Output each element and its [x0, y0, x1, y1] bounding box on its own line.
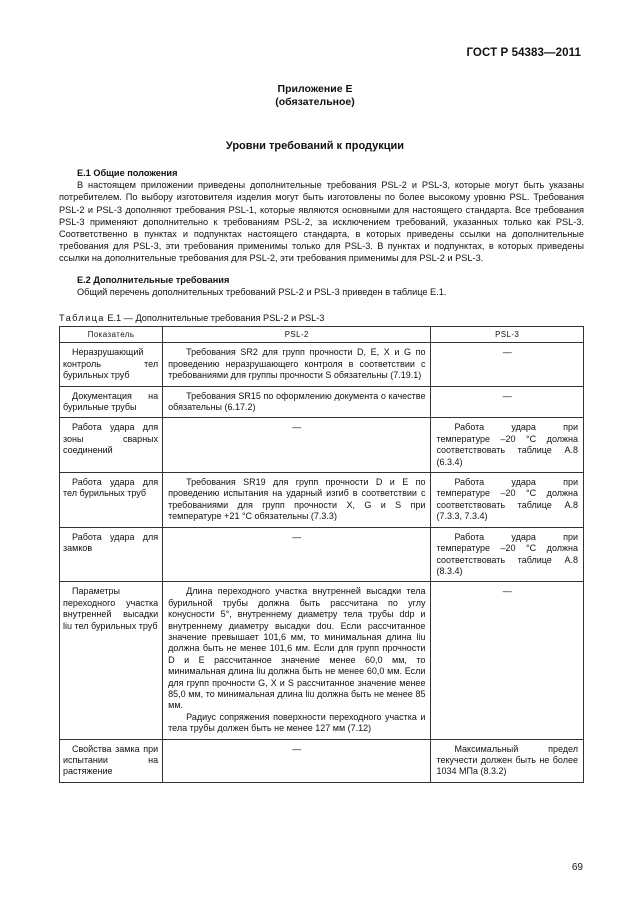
indicator-text: Неразрушающий контроль тел бурильных труб	[63, 347, 159, 381]
indicator-text: Документация на бурильные трубы	[63, 390, 159, 413]
appendix-title: Приложение Е	[277, 83, 353, 95]
table-row	[60, 343, 584, 386]
table-caption	[59, 313, 324, 323]
e2-heading: Е.2 Дополнительные требования	[77, 275, 230, 285]
table-row	[60, 473, 584, 528]
table-row	[60, 527, 584, 582]
cell-psl3	[431, 473, 584, 528]
cell-psl3	[431, 418, 584, 473]
psl2-text: Длина переходного участка внутренней высадки тела бурильной трубы должна быть рассчитана по углу конусности 5°, внутреннему диаметру тела трубы ddp и внутреннему диаметру высадки dou. Если рассчитанное значение превышает 101,6 мм, то минимальная длина liu должна быть не менее 101,6 мм. Если для групп прочности D и E рассчитанное значение менее 60,0 мм, то минимальная длина liu должна быть не менее 60,0 мм. Если для групп прочности G, X и S рассчитанное значение менее 85,0 мм, то минимальная длина liu должна быть не менее 85 мм.	[168, 586, 426, 711]
cell-psl2: —	[163, 418, 431, 473]
cell-psl3: —	[431, 386, 584, 418]
table-row	[60, 418, 584, 473]
psl2-text: Требования SR19 для групп прочности D и E по проведению испытания на ударный изгиб в соответствии с требованиями для групп прочности X, G и S при температуре +21 °С обязательны (7.3.3)	[168, 477, 426, 522]
cell-psl3: —	[431, 343, 584, 386]
section-title: Уровни требований к продукции	[225, 140, 405, 152]
psl3-text: Работа удара при температуре –20 °С должна соответствовать таблице А.8 (7.3.3, 7.3.4)	[436, 477, 578, 522]
section-e1	[59, 167, 584, 265]
cell-psl2: —	[163, 739, 431, 782]
table-header-row	[60, 327, 584, 343]
indicator-text: Работа удара для зоны сварных соединений	[63, 422, 159, 456]
table-caption-label: Таблица	[59, 313, 105, 323]
table-row	[60, 386, 584, 418]
cell-psl2	[163, 343, 431, 386]
cell-indicator	[60, 527, 163, 582]
cell-indicator	[60, 386, 163, 418]
table-row	[60, 582, 584, 739]
cell-psl2	[163, 582, 431, 739]
cell-indicator	[60, 343, 163, 386]
header-psl3: PSL-3	[431, 327, 584, 343]
cell-psl3	[431, 739, 584, 782]
indicator-text: Работа удара для замков	[63, 531, 159, 554]
e1-paragraph: В настоящем приложении приведены дополнительные требования PSL-2 и PSL-3, которые могут быть указаны потребителем. По выбору изготовителя изделия могут быть изготовлены по более высокому уровню PSL. Требования PSL-2 и PSL-3 дополняют требования PSL-1, которые являются основными для настоящего стандарта. Все требования PSL-3 применяют дополнительно к требованиям PSL-2, за исключением требований, указанных только как PSL-3. Соответственно в пунктах и подпунктах настоящего стандарта, в которых приведены ссылки на дополнительные требования для PSL-3, эти требования применимы только для PSL-3. В пунктах и подпунктах, в которых приведены ссылки на дополнительные требования для PSL-2, эти требования применимы для PSL-2 и PSL-3.	[59, 180, 584, 264]
cell-psl3: —	[431, 582, 584, 739]
e1-heading: Е.1 Общие положения	[77, 168, 178, 178]
header-indicator: Показатель	[60, 327, 163, 343]
psl2-text: Требования SR15 по оформлению документа о качестве обязательны (6.17.2)	[168, 390, 426, 413]
cell-indicator	[60, 739, 163, 782]
indicator-text: Параметры переходного участка внутренней высадки liu тел бурильных труб	[63, 586, 159, 631]
table-row	[60, 739, 584, 782]
cell-indicator	[60, 418, 163, 473]
requirements-table	[59, 326, 584, 783]
psl3-text: Работа удара при температуре –20 °С должна соответствовать таблице А.8 (6.3.4)	[436, 422, 578, 467]
table-caption-text: Е.1 — Дополнительные требования PSL-2 и PSL-3	[104, 313, 325, 323]
cell-psl2	[163, 386, 431, 418]
psl2-text: Требования SR2 для групп прочности D, E, X и G по проведению неразрушающего контроля в соответствии с требованиями для группы прочности S обязательны (7.19.1)	[168, 347, 426, 381]
document-header: ГОСТ Р 54383—2011	[466, 47, 581, 59]
cell-psl2	[163, 473, 431, 528]
cell-psl3	[431, 527, 584, 582]
cell-indicator	[60, 582, 163, 739]
psl2-text-radius: Радиус сопряжения поверхности переходного участка и тела трубы должен быть не менее 127 мм (7.12)	[168, 711, 426, 734]
section-e2	[59, 274, 584, 298]
header-psl2: PSL-2	[163, 327, 431, 343]
cell-indicator	[60, 473, 163, 528]
psl3-text: Работа удара при температуре –20 °С должна соответствовать таблице А.8 (8.3.4)	[436, 531, 578, 576]
page-number: 69	[571, 862, 583, 873]
indicator-text: Свойства замка при испытании на растяжение	[63, 743, 159, 777]
appendix-heading	[0, 83, 630, 109]
e2-paragraph: Общий перечень дополнительных требований PSL-2 и PSL-3 приведен в таблице Е.1.	[77, 287, 447, 298]
indicator-text: Работа удара для тел бурильных труб	[63, 477, 159, 499]
psl3-text: Максимальный предел текучести должен быть не более 1034 МПа (8.3.2)	[436, 743, 578, 777]
appendix-status: (обязательное)	[275, 96, 355, 108]
cell-psl2: —	[163, 527, 431, 582]
